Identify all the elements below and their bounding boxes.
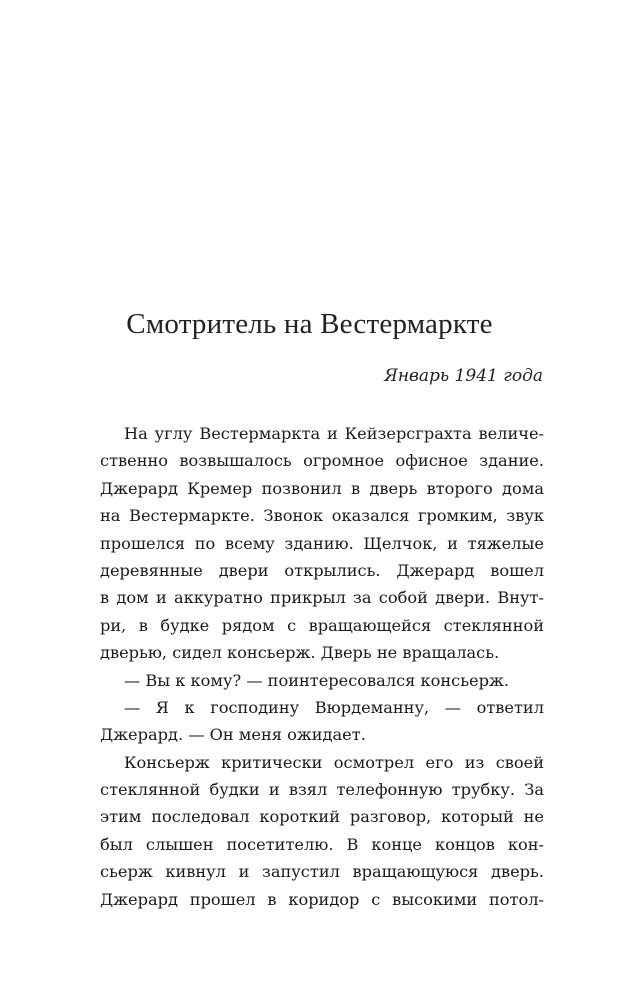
text-line: ственно возвышалось огромное офисное здание. — [100, 451, 544, 471]
dialogue-line: — Вы к кому? — поинтересовался консьерж. — [124, 670, 510, 690]
text-line: сьерж кивнул и запустил вращающуюся дверь. — [100, 862, 544, 882]
text-line: ри, в будке рядом с вращающейся стеклянной — [100, 615, 544, 635]
text-line: Джерард Кремер позвонил в дверь второго дома — [100, 478, 544, 498]
chapter-title: Смотритель на Вестермаркте — [126, 308, 493, 340]
dialogue-line: — Я к господину Вюрдеманну, — ответил — [124, 697, 544, 717]
text-line: На углу Вестермаркта и Кейзерсграхта величе- — [124, 424, 544, 443]
text-line: деревянные двери открылись. Джерард вошел — [100, 560, 544, 580]
chapter-date: Январь 1941 года — [384, 366, 543, 386]
body-text — [100, 420, 544, 913]
text-line: стеклянной будки и взял телефонную трубку. За — [100, 780, 544, 800]
text-line: Консьерж критически осмотрел его из своей — [124, 752, 544, 772]
text-line: прошелся по всему зданию. Щелчок, и тяжелые — [100, 533, 544, 553]
text-line: в дом и аккуратно прикрыл за собой двери. Внут- — [100, 588, 544, 608]
text-line: был слышен посетителю. В конце концов кон- — [100, 834, 544, 854]
text-line: на Вестермаркте. Звонок оказался громким, звук — [100, 506, 544, 526]
text-line: Джерард. — Он меня ожидает. — [100, 725, 366, 745]
text-line: дверью, сидел консьерж. Дверь не вращалась. — [100, 643, 500, 663]
text-line: Джерард прошел в коридор с высокими потол- — [100, 889, 544, 909]
text-line: этим последовал короткий разговор, который не — [100, 807, 544, 827]
